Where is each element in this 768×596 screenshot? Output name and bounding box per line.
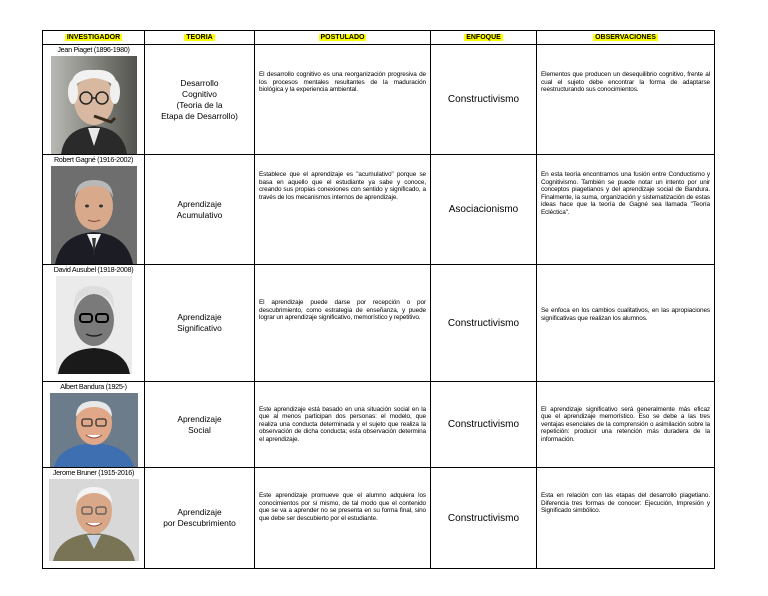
portrait-photo (51, 166, 137, 264)
teoria-cell: Aprendizaje Social (145, 382, 255, 468)
observaciones-cell: Esta en relación con las etapas del desarrollo piagetiano. Diferencia tres formas de conocer: Ejecución, Impresión y Significado simbólico. (537, 468, 715, 569)
teoria-cell: Aprendizaje Significativo (145, 265, 255, 382)
observaciones-cell: Elementos que producen un desequilibrio cognitivo, frente al cual el sujeto debe encontrar la forma de adaptarse reestructurando sus conocimientos. (537, 45, 715, 155)
teoria-cell: Aprendizaje Acumulativo (145, 155, 255, 265)
table-row (43, 382, 715, 468)
portrait-photo (50, 393, 138, 467)
teoria-cell: Desarrollo Cognitivo (Teoria de la Etapa de Desarrollo) (145, 45, 255, 155)
observaciones-cell: El aprendizaje significativo será generalmente más eficaz que el aprendizaje memorístico. Eso se debe a las tres ventajas esenciales de la comprensión o asimilación sobre la repetición: producir una retención más duradera de la información. (537, 382, 715, 468)
table-row (43, 155, 715, 265)
postulado-cell: Establece que el aprendizaje es "acumulativo" porque se basa en aquello que el estudiante ya sabe y conoce, creando sus propias conexiones con sentido y significado, a través de los mecanismos internos de aprendizaje. (255, 155, 431, 265)
observaciones-cell: En esta teoría encontramos una fusión entre Conductismo y Cognitivismo. También se puede notar un intento por unir conceptos piagetianos y del aprendizaje social de Bandura. Finalmente, la suma, organización y sistematización de estas ideas hace que la teoría de Gagné sea llamada "Teoría Ecléctica". (537, 155, 715, 265)
investigador-name: Robert Gagné (1916-2002) (53, 155, 134, 164)
postulado-cell: Este aprendizaje promueve que el alumno adquiera los conocimientos por sí mismo, de tal modo que el contenido que se va a aprender no se presenta en su forma final, sino que debe ser descubierto por el estudiante. (255, 468, 431, 569)
enfoque-cell: Asociacionismo (431, 155, 537, 265)
investigador-cell (43, 468, 145, 569)
header-investigador: INVESTIGADOR (43, 31, 145, 45)
table-row (43, 468, 715, 569)
investigador-cell (43, 155, 145, 265)
table-row (43, 265, 715, 382)
investigador-cell (43, 45, 145, 155)
investigador-name: Jerome Bruner (1915-2016) (52, 468, 135, 477)
header-postulado: POSTULADO (255, 31, 431, 45)
enfoque-cell: Constructivismo (431, 265, 537, 382)
portrait-photo (51, 56, 137, 154)
portrait-photo (56, 276, 132, 374)
investigador-name: David Ausubel (1918-2008) (53, 265, 134, 274)
observaciones-cell: Se enfoca en los cambios cualitativos, en las apropiaciones significativas que realizan los alumnos. (537, 265, 715, 382)
enfoque-cell: Constructivismo (431, 45, 537, 155)
header-enfoque: ENFOQUE (431, 31, 537, 45)
investigador-name: Albert Bandura (1925-) (60, 382, 127, 391)
postulado-cell: El desarrollo cognitivo es una reorganización progresiva de los procesos mentales resultantes de la maduración biológica y la experiencia ambiental. (255, 45, 431, 155)
header-teoria: TEORIA (145, 31, 255, 45)
header-row (43, 31, 715, 45)
enfoque-cell: Constructivismo (431, 468, 537, 569)
postulado-cell: El aprendizaje puede darse por recepción o por descubrimiento, como estrategia de enseñanza, y puede lograr un aprendizaje significativo, memorístico y repetitivo. (255, 265, 431, 382)
investigador-cell (43, 265, 145, 382)
teoria-cell: Aprendizaje por Descubrimiento (145, 468, 255, 569)
enfoque-cell: Constructivismo (431, 382, 537, 468)
investigador-cell (43, 382, 145, 468)
theories-table (42, 30, 715, 569)
header-observaciones: OBSERVACIONES (537, 31, 715, 45)
investigador-name: Jean Piaget (1896-1980) (57, 45, 130, 54)
portrait-photo (49, 479, 139, 561)
table-row (43, 45, 715, 155)
postulado-cell: Este aprendizaje está basado en una situación social en la que al menos participan dos personas: el modelo, que realiza una conducta determinada y el sujeto que realiza la observación de dicha conducta; esta observación determina el aprendizaje. (255, 382, 431, 468)
